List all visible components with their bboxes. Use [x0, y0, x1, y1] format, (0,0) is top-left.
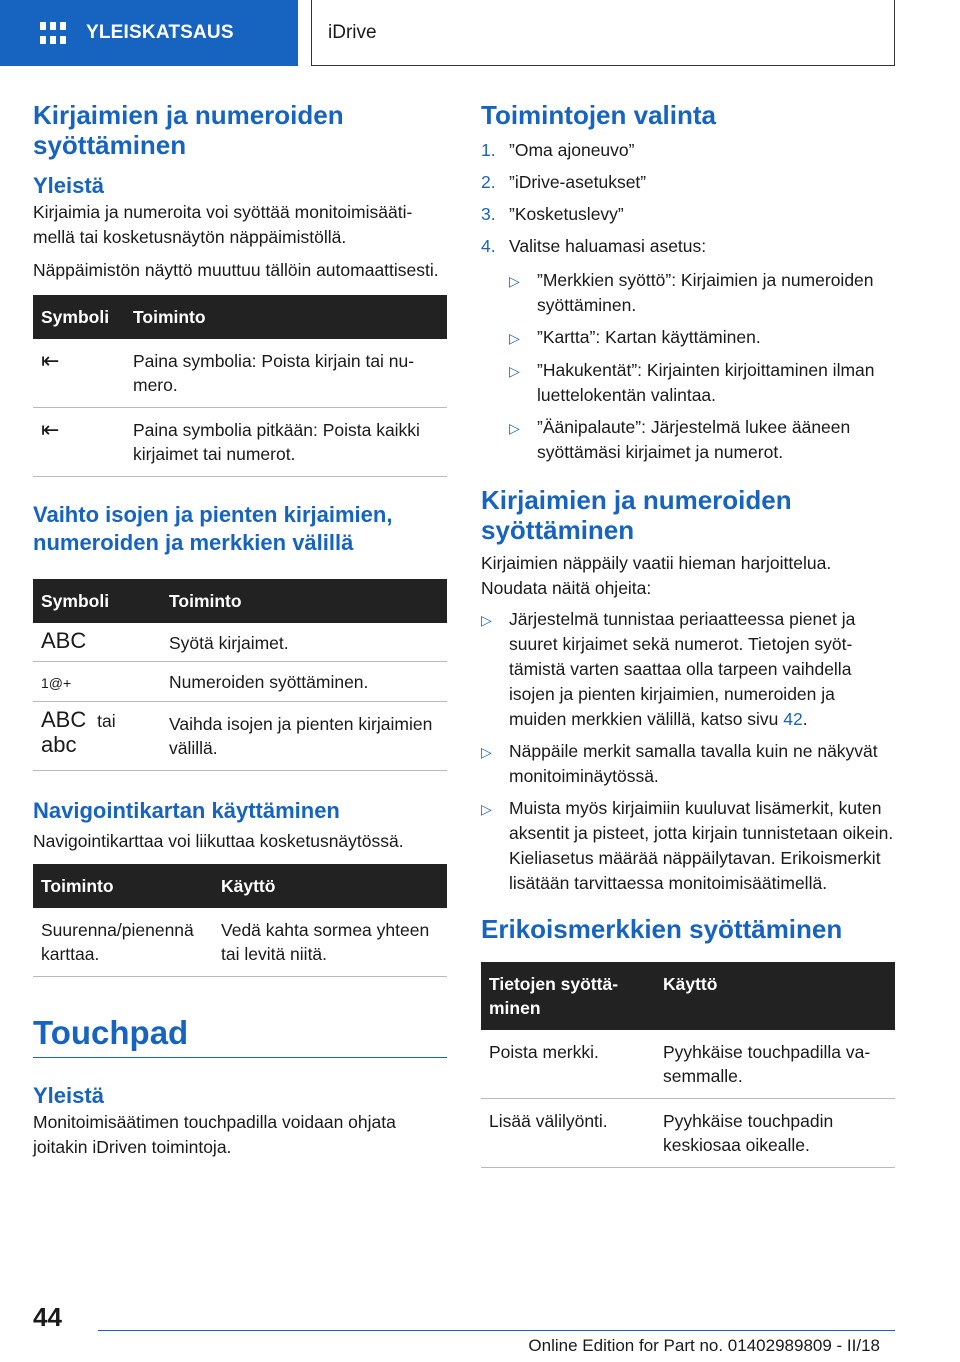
table-cell: Pyyhkäise touchpadin keskiosaa oikealle.	[655, 1099, 895, 1168]
paragraph-touchpad: Monitoimisäätimen touchpadilla voidaan ohjata joitakin iDriven toimintoja.	[33, 1112, 396, 1157]
table-cell: Lisää välilyönti.	[481, 1099, 655, 1168]
list-item: ▷ ”Äänipalaute”: Järjestelmä lukee ääneen syöttämäsi kirjaimet ja numerot.	[509, 415, 895, 465]
abc-uppercase-icon: ABC	[41, 628, 87, 653]
section-tab-idrive: iDrive	[311, 0, 895, 66]
heading-special: Erikoismerkkien syöttäminen	[481, 914, 843, 944]
right-column	[481, 100, 895, 1168]
delete-icon: ⇤	[41, 417, 60, 442]
heading-touchpad-general: Yleistä	[33, 1083, 104, 1108]
heading-select: Toimintojen valinta	[481, 100, 716, 130]
table-header: Toiminto	[125, 295, 447, 339]
special-chars-table	[481, 962, 895, 1168]
numbers-symbols-icon: 1@+	[41, 675, 72, 691]
list-item: ▷ Muista myös kirjaimiin kuuluvat lisämerkit, kuten aksentit ja pisteet, jotta kirjain tunnistetaan oikein. Kieliasetus määrää näppäilytavan. Erikoismerkit lisätään tarvittaessa monitoimisäätimellä.	[481, 796, 895, 896]
list-item: ▷ ”Kartta”: Kartan käyttäminen.	[509, 325, 895, 351]
table-cell: Suurenna/pienennä karttaa.	[33, 908, 213, 977]
heading-general: Yleistä	[33, 173, 104, 198]
table-cell: Paina symbolia: Poista kirjain tai numero.	[125, 339, 447, 408]
table-header: Käyttö	[213, 864, 447, 908]
table-cell: Pyyhkäise touchpadilla vasemmalle.	[655, 1030, 895, 1099]
paragraph-input-2: Kirjaimien näppäily vaatii hieman harjoittelua. Noudata näitä ohjeita:	[481, 553, 832, 598]
table-cell: Poista merkki.	[481, 1030, 655, 1099]
table-row	[33, 408, 447, 477]
triangle-bullet-icon: ▷	[509, 273, 520, 289]
heading-touchpad: Touchpad	[33, 1014, 189, 1051]
list-item: ▷ ”Hakukentät”: Kirjainten kirjoittaminen ilman luettelokentän valintaa.	[509, 358, 895, 408]
or-label: tai	[97, 711, 116, 731]
grid-icon	[40, 22, 66, 44]
left-column	[33, 100, 447, 1160]
overview-tab-label: YLEISKATSAUS	[86, 22, 234, 43]
table-header: Toiminto	[161, 579, 447, 623]
list-item: 3. ”Kosketuslevy”	[481, 204, 624, 224]
triangle-bullet-icon: ▷	[481, 801, 492, 817]
paragraph-general-2: Näppäimistön näyttö muuttuu tällöin automaattisesti.	[33, 260, 439, 280]
symbol-table-switch	[33, 579, 447, 771]
table-header: Toiminto	[33, 864, 213, 908]
triangle-bullet-icon: ▷	[481, 744, 492, 760]
table-row	[33, 623, 447, 662]
table-row	[481, 1030, 895, 1099]
paragraph-general-1: Kirjaimia ja numeroita voi syöttää monitoimisäätimellä tai kosketusnäytön näppäimistöllä.	[33, 202, 413, 247]
table-cell: Syötä kirjaimet.	[161, 623, 447, 662]
list-item: ▷ Näppäile merkit samalla tavalla kuin ne näkyvät monitoiminäytössä.	[481, 739, 895, 789]
table-row	[33, 702, 447, 771]
table-cell: Vedä kahta sormea yhteen tai levitä niitä.	[213, 908, 447, 977]
table-header: Tietojen syöttäminen	[481, 962, 655, 1030]
table-row	[33, 662, 447, 702]
footer-divider	[98, 1330, 895, 1331]
steps-list	[481, 134, 895, 262]
triangle-bullet-icon: ▷	[509, 363, 520, 379]
heading-input-2: Kirjaimien ja numeroiden syöttäminen	[481, 485, 792, 545]
triangle-bullet-icon: ▷	[509, 330, 520, 346]
abc-lowercase-icon: abc	[41, 732, 77, 757]
heading-input: Kirjaimien ja numeroiden syöttäminen	[33, 100, 344, 160]
heading-switch: Vaihto isojen ja pienten kirjaimien, numeroiden ja merkkien välillä	[33, 502, 393, 555]
table-cell: Vaihda isojen ja pienten kirjaimien välillä.	[161, 702, 447, 771]
table-header: Symboli	[33, 579, 161, 623]
list-item: ▷ ”Merkkien syöttö”: Kirjaimien ja numeroiden syöttäminen.	[509, 268, 895, 318]
page-number: 44	[33, 1302, 62, 1332]
abc-uppercase-icon: ABC	[41, 707, 87, 732]
paragraph-map: Navigointikarttaa voi liikuttaa kosketusnäytössä.	[33, 831, 404, 851]
map-table	[33, 864, 447, 977]
settings-sublist	[509, 268, 895, 465]
list-item: ▷ Järjestelmä tunnistaa periaatteessa pienet ja suuret kirjaimet sekä numerot. Tietojen syöttämistä varten saattaa olla tarpeen vaihdella isojen ja pienten kirjaimien, numeroiden ja muiden merkkien välillä, katso sivu 42.	[481, 607, 895, 732]
tips-list	[481, 607, 895, 896]
overview-tab[interactable]	[0, 0, 298, 66]
list-item: 4. Valitse haluamasi asetus:	[481, 236, 707, 256]
page-header	[0, 0, 960, 66]
table-row	[481, 1099, 895, 1168]
triangle-bullet-icon: ▷	[509, 420, 520, 436]
table-header: Käyttö	[655, 962, 895, 1030]
triangle-bullet-icon: ▷	[481, 612, 492, 628]
table-cell: Numeroiden syöttäminen.	[161, 662, 447, 702]
symbol-table-delete	[33, 295, 447, 477]
footer-edition: Online Edition for Part no. 01402989809 - II/18	[528, 1336, 880, 1355]
list-item: 1. ”Oma ajoneuvo”	[481, 140, 635, 160]
table-cell: Paina symbolia pitkään: Poista kaikki kirjaimet tai numerot.	[125, 408, 447, 477]
list-item: 2. ”iDrive-asetukset”	[481, 172, 647, 192]
table-row	[33, 339, 447, 408]
table-row	[33, 908, 447, 977]
heading-map: Navigointikartan käyttäminen	[33, 798, 340, 823]
delete-icon: ⇤	[41, 348, 60, 373]
page-link[interactable]: 42	[783, 709, 803, 729]
table-header: Symboli	[33, 295, 125, 339]
